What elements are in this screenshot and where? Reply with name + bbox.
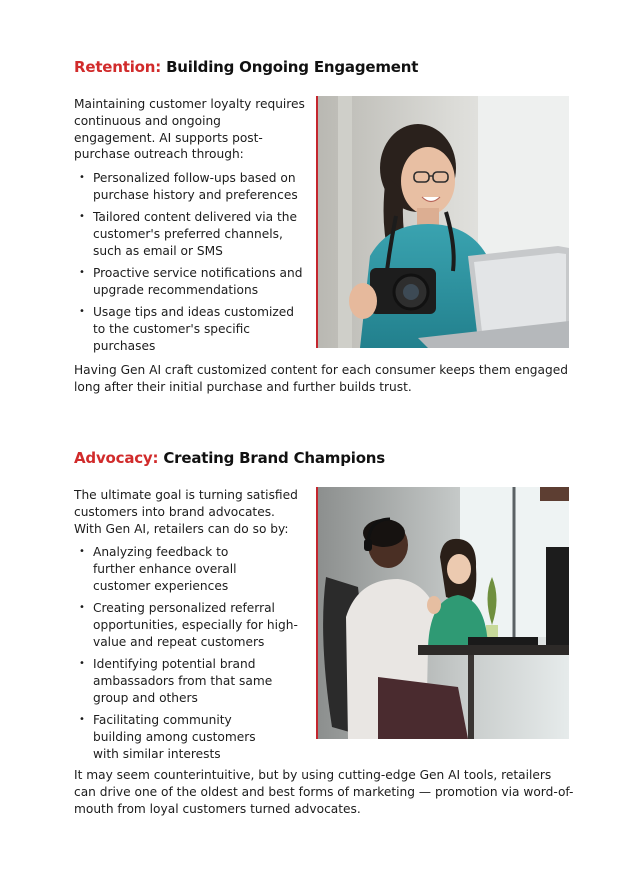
advocacy-heading bbox=[74, 449, 385, 467]
retention-bullet: • Personalized follow-ups based on purchase history and preferences bbox=[74, 170, 306, 204]
agents-with-headsets-image bbox=[318, 487, 569, 739]
retention-bullet: • Usage tips and ideas customized to the customer's specific purchases bbox=[74, 304, 306, 354]
advocacy-photo bbox=[316, 487, 569, 739]
advocacy-bullet: • Creating personalized referral opportunities, especially for high-value and repeat customers bbox=[74, 600, 306, 650]
retention-photo bbox=[316, 96, 569, 348]
advocacy-closing: It may seem counterintuitive, but by using cutting-edge Gen AI tools, retailers can drive one of the oldest and best forms of marketing — promotion via word-of-mouth from loyal customers turned advocates. bbox=[74, 768, 574, 816]
advocacy-intro: The ultimate goal is turning satisfied customers into brand advocates. With Gen AI, retailers can do so by: bbox=[74, 488, 298, 536]
retention-intro: Maintaining customer loyalty requires continuous and ongoing engagement. AI supports post-purchase outreach through: bbox=[74, 97, 305, 162]
advocacy-bullet: • Analyzing feedback to further enhance overall customer experiences bbox=[74, 544, 274, 594]
retention-bullet: • Proactive service notifications and upgrade recommendations bbox=[74, 265, 306, 299]
retention-closing: Having Gen AI craft customized content for each consumer keeps them engaged long after their initial purchase and further builds trust. bbox=[74, 363, 568, 394]
advocacy-heading-accent: Advocacy: bbox=[74, 449, 159, 467]
woman-with-camera-image bbox=[318, 96, 569, 348]
retention-bullet: • Tailored content delivered via the customer's preferred channels, such as email or SMS bbox=[74, 209, 306, 259]
retention-heading-title: Building Ongoing Engagement bbox=[161, 58, 419, 76]
advocacy-bullet: • Facilitating community building among customers with similar interests bbox=[74, 712, 264, 762]
retention-heading bbox=[74, 58, 418, 76]
retention-heading-accent: Retention: bbox=[74, 58, 162, 76]
retention-bullet-list bbox=[74, 170, 306, 360]
advocacy-heading-title: Creating Brand Champions bbox=[158, 449, 386, 467]
advocacy-bullet: • Identifying potential brand ambassadors from that same group and others bbox=[74, 656, 284, 706]
advocacy-bullet-list bbox=[74, 544, 306, 768]
